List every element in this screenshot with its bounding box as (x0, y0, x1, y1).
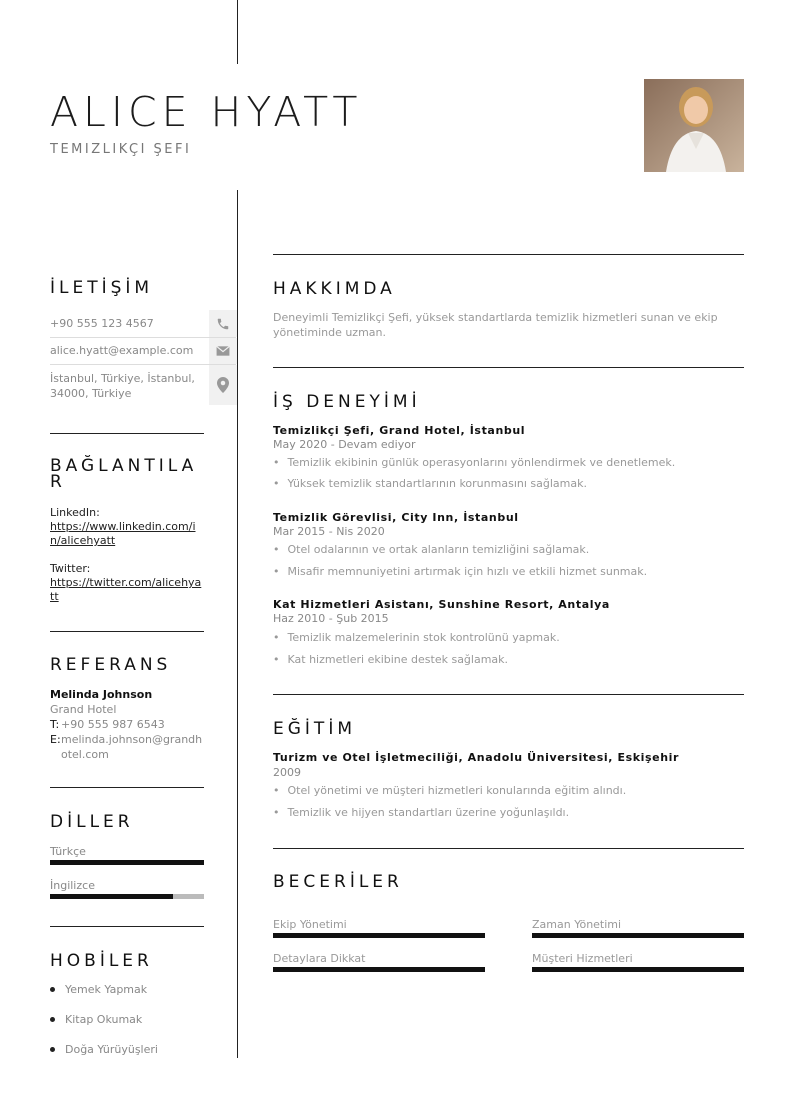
linkedin-label: LinkedIn: (50, 506, 100, 519)
contact-heading: İLETİŞİM (50, 278, 154, 298)
reference-email-label: E: (50, 733, 61, 746)
divider (50, 631, 204, 632)
job-entry-title: Kat Hizmetleri Asistanı, Sunshine Resort, Antalya (273, 598, 610, 611)
job-title: TEMIZLIKÇI ŞEFI (50, 142, 192, 157)
bullet-icon (50, 1047, 55, 1052)
education-bullet: • Otel yönetimi ve müşteri hizmetleri konularında eğitim alındı. (273, 784, 626, 797)
references-heading: REFERANS (50, 655, 172, 675)
language-name: Türkçe (50, 845, 86, 858)
job-bullet: • Kat hizmetleri ekibine destek sağlamak. (273, 653, 508, 666)
divider (273, 254, 744, 255)
hobby-item: Doğa Yürüyüşleri (65, 1043, 158, 1056)
about-text: Deneyimli Temizlikçi Şefi, yüksek standartlarda temizlik hizmetleri sunan ve ekip yönetiminde uzman. (273, 311, 718, 339)
reference-phone[interactable]: +90 555 987 6543 (61, 718, 165, 731)
education-year: 2009 (273, 766, 301, 779)
candidate-name: ALICE HYATT (50, 88, 363, 136)
skill-label: Detaylara Dikkat (273, 952, 366, 965)
contact-phone[interactable]: +90 555 123 4567 (50, 317, 154, 330)
skill-level-bar (273, 933, 485, 938)
divider (50, 926, 204, 927)
skills-heading: BECERİLER (273, 872, 403, 892)
job-bullet: • Yüksek temizlik standartlarının korunmasını sağlamak. (273, 477, 587, 490)
skill-level-bar (532, 967, 744, 972)
job-entry-date: Mar 2015 - Nis 2020 (273, 525, 385, 538)
address-line-1: İstanbul, Türkiye, İstanbul, (50, 372, 195, 385)
contact-email[interactable]: alice.hyatt@example.com (50, 344, 194, 357)
bullet-icon (50, 1017, 55, 1022)
envelope-icon (209, 338, 237, 364)
languages-heading: DİLLER (50, 812, 134, 832)
skill-level-bar (273, 967, 485, 972)
bullet-icon (50, 987, 55, 992)
language-name: İngilizce (50, 879, 95, 892)
language-level-bar (50, 860, 204, 865)
divider (273, 694, 744, 695)
skill-label: Müşteri Hizmetleri (532, 952, 633, 965)
hobbies-heading: HOBİLER (50, 951, 153, 971)
about-heading: HAKKIMDA (273, 279, 396, 299)
reference-email[interactable]: melinda.johnson@grandhotel.com (61, 733, 203, 761)
education-heading: EĞİTİM (273, 719, 356, 739)
job-entry-title: Temizlik Görevlisi, City Inn, İstanbul (273, 511, 519, 524)
job-bullet: • Temizlik malzemelerinin stok kontrolünü yapmak. (273, 631, 560, 644)
education-title: Turizm ve Otel İşletmeciliği, Anadolu Üniversitesi, Eskişehir (273, 751, 680, 764)
links-heading: BAĞLANTILAR (50, 456, 198, 492)
location-pin-icon (209, 365, 237, 405)
language-level-bar (50, 894, 204, 899)
job-bullet: • Misafir memnuniyetini artırmak için hızlı ve etkili hizmet sunmak. (273, 565, 647, 578)
job-bullet: • Otel odalarının ve ortak alanların temizliğini sağlamak. (273, 543, 589, 556)
reference-name: Melinda Johnson (50, 688, 153, 701)
address-line-2: 34000, Türkiye (50, 387, 132, 400)
reference-company: Grand Hotel (50, 703, 117, 716)
skill-label: Zaman Yönetimi (532, 918, 622, 931)
reference-card (50, 687, 206, 762)
column-divider-line (237, 190, 238, 1058)
language-level-fill (50, 894, 173, 899)
experience-heading: İŞ DENEYİMİ (273, 392, 421, 412)
divider (50, 433, 204, 434)
divider (50, 787, 204, 788)
linkedin-link[interactable]: https://www.linkedin.com/in/alicehyatt (50, 520, 196, 547)
top-divider-line (237, 0, 238, 64)
job-entry-date: Haz 2010 - Şub 2015 (273, 612, 389, 625)
twitter-link[interactable]: https://twitter.com/alicehyatt (50, 576, 202, 603)
language-level-fill (50, 860, 204, 865)
twitter-label: Twitter: (50, 562, 91, 575)
phone-icon (209, 310, 237, 337)
job-entry-date: May 2020 - Devam ediyor (273, 438, 416, 451)
profile-photo (644, 79, 744, 172)
education-bullet: • Temizlik ve hijyen standartları üzerine yoğunlaşıldı. (273, 806, 569, 819)
skill-label: Ekip Yönetimi (273, 918, 347, 931)
hobby-item: Yemek Yapmak (65, 983, 148, 996)
divider (273, 367, 744, 368)
job-bullet: • Temizlik ekibinin günlük operasyonlarını yönlendirmek ve denetlemek. (273, 456, 675, 469)
skill-level-bar (532, 933, 744, 938)
hobby-item: Kitap Okumak (65, 1013, 143, 1026)
links-section (50, 505, 202, 604)
reference-phone-label: T: (50, 718, 60, 731)
divider (273, 848, 744, 849)
job-entry-title: Temizlikçi Şefi, Grand Hotel, İstanbul (273, 424, 526, 437)
contact-address (50, 371, 208, 401)
